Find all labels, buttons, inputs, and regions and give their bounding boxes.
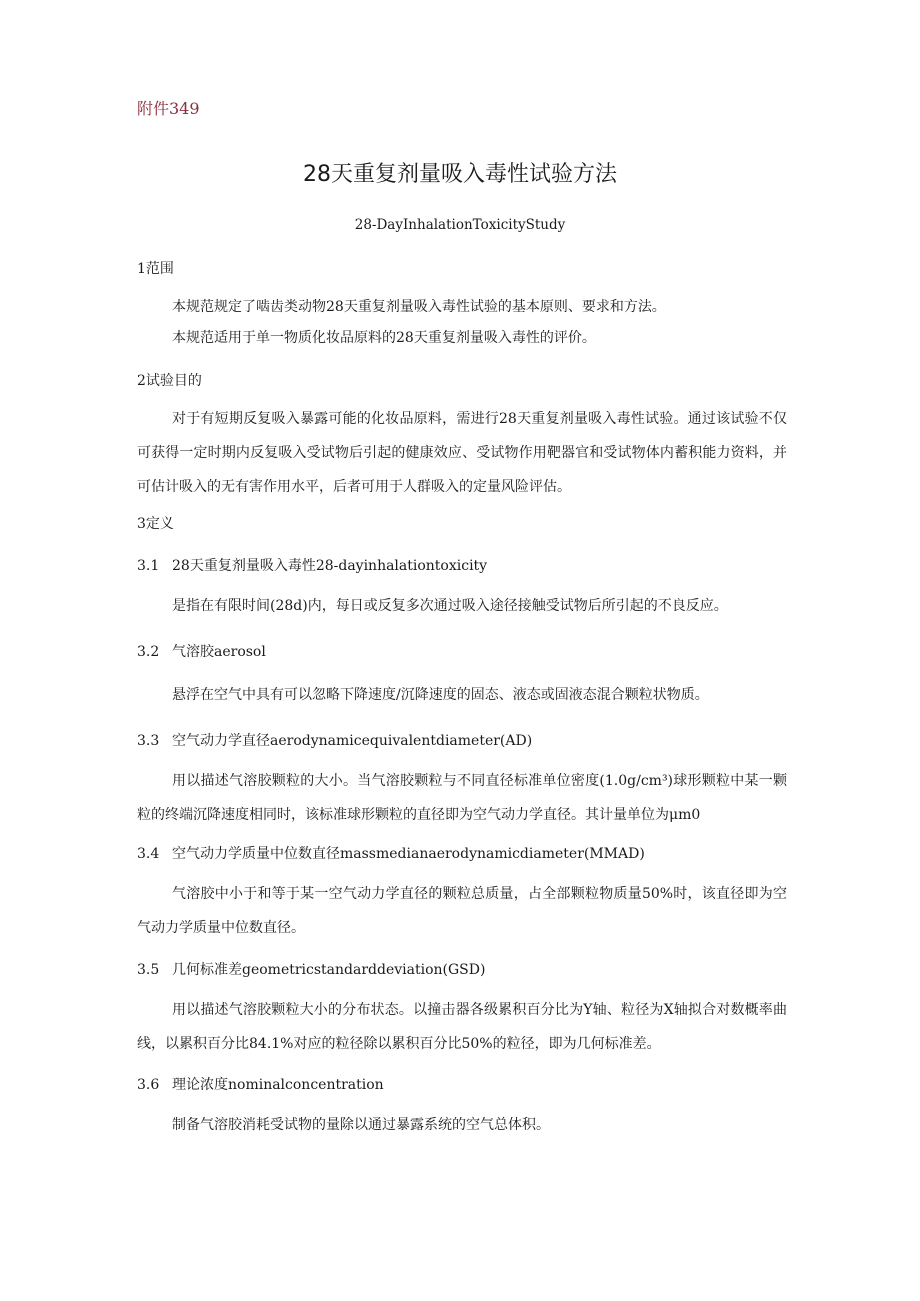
definition-term: 气溶胶aerosol <box>172 644 266 660</box>
section-2-paragraph: 对于有短期反复吸入暴露可能的化妆品原料，需进行28天重复剂量吸入毒性试验。通过该试验不仅可获得一定时期内反复吸入受试物后引起的健康效应、受试物作用靶器官和受试物体内蓄积能力资料，并可估计吸入的无有害作用水平，后者可用于人群吸入的定量风险评估。 <box>137 411 787 495</box>
document-subtitle: 28-DayInhalationToxicityStudy <box>354 217 566 233</box>
definition-3-1-heading <box>137 556 487 576</box>
definition-3-5-heading <box>137 960 485 980</box>
definition-3-5-text: 用以描述气溶胶颗粒大小的分布状态。以撞击器各级累积百分比为Y轴、粒径为X轴拟合对数概率曲线，以累积百分比84.1%对应的粒径除以累积百分比50%的粒径，即为几何标准差。 <box>137 1002 787 1052</box>
definition-number: 3.6 <box>137 1077 160 1093</box>
definition-3-2-heading <box>137 642 266 662</box>
definition-number: 3.4 <box>137 846 160 862</box>
definition-3-6-heading <box>137 1075 384 1095</box>
section-3-heading: 3定义 <box>137 516 174 532</box>
section-1-paragraph-2: 本规范适用于单一物质化妆品原料的28天重复剂量吸入毒性的评价。 <box>172 330 596 346</box>
definition-number: 3.1 <box>137 558 160 574</box>
document-title: 28天重复剂量吸入毒性试验方法 <box>303 162 617 187</box>
definition-3-4-text: 气溶胶中小于和等于某一空气动力学直径的颗粒总质量，占全部颗粒物质量50%时，该直径即为空气动力学质量中位数直径。 <box>137 886 787 936</box>
definition-3-2-text: 悬浮在空气中具有可以忽略下降速度/沉降速度的固态、液态或固液态混合颗粒状物质。 <box>172 687 709 703</box>
definition-3-1-text: 是指在有限时间(28d)内，每日或反复多次通过吸入途径接触受试物后所引起的不良反应。 <box>172 598 728 614</box>
section-1-heading: 1范围 <box>137 261 174 277</box>
section-2-heading: 2试验目的 <box>137 373 202 389</box>
definition-term: 28天重复剂量吸入毒性28-dayinhalationtoxicity <box>172 558 488 574</box>
definition-term: 几何标准差geometricstandarddeviation(GSD) <box>172 962 486 978</box>
definition-3-3-heading <box>137 731 532 751</box>
definition-3-4-heading <box>137 844 645 864</box>
definition-number: 3.5 <box>137 962 160 978</box>
annex-label: 附件349 <box>137 99 200 118</box>
definition-term: 空气动力学质量中位数直径massmedianaerodynamicdiameter(MMAD) <box>172 846 645 862</box>
definition-3-3-text: 用以描述气溶胶颗粒的大小。当气溶胶颗粒与不同直径标准单位密度(1.0g∕cm³)球形颗粒中某一颗粒的终端沉降速度相同时，该标准球形颗粒的直径即为空气动力学直径。其计量单位为μm0 <box>137 773 787 823</box>
definition-3-6-text: 制备气溶胶消耗受试物的量除以通过暴露系统的空气总体积。 <box>172 1117 550 1133</box>
definition-term: 空气动力学直径aerodynamicequivalentdiameter(AD) <box>172 733 533 749</box>
definition-number: 3.2 <box>137 644 160 660</box>
definition-term: 理论浓度nominalconcentration <box>172 1077 384 1093</box>
definition-number: 3.3 <box>137 733 160 749</box>
section-1-paragraph-1: 本规范规定了啮齿类动物28天重复剂量吸入毒性试验的基本原则、要求和方法。 <box>172 299 666 315</box>
